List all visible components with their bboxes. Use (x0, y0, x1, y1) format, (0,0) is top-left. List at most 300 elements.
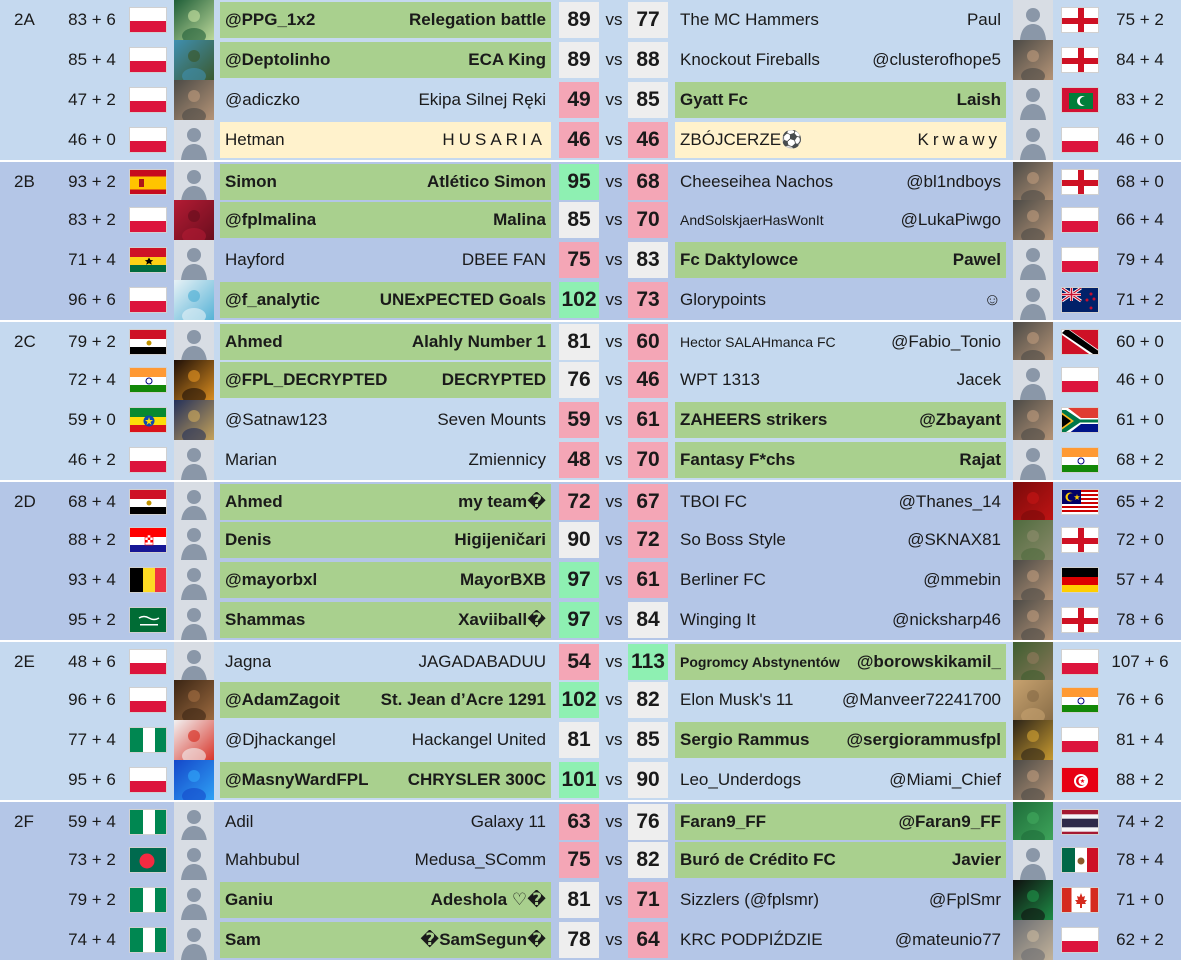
left-manager: Hayford (225, 250, 285, 269)
flag-pl-icon (129, 7, 167, 33)
left-standing: 46 + 0 (68, 130, 116, 149)
left-team: Xaviiball� (458, 610, 546, 629)
left-team: Malina (493, 210, 546, 229)
left-standing: 77 + 4 (68, 730, 116, 749)
left-team: �SamSegun� (420, 930, 546, 949)
left-team-panel[interactable] (220, 762, 551, 798)
left-score: 49 (559, 82, 599, 118)
left-standing: 59 + 0 (68, 410, 116, 429)
fixture-row (0, 320, 1181, 360)
flag-pl-icon (1061, 207, 1099, 233)
right-team: Cheeseihea Nachos (680, 172, 834, 191)
flag-th-icon (1061, 809, 1099, 835)
left-team-panel[interactable] (220, 82, 551, 118)
vs-label: vs (605, 930, 623, 949)
right-manager: @clusterofhope5 (872, 50, 1001, 69)
right-standing: 72 + 0 (1116, 530, 1164, 549)
left-manager: @Djhackangel (225, 730, 336, 749)
left-team: CHRYSLER 300C (407, 770, 546, 789)
right-team: Leo_Underdogs (680, 770, 801, 789)
vs-label: vs (605, 570, 623, 589)
right-manager: @nicksharp46 (892, 610, 1001, 629)
right-standing: 84 + 4 (1116, 50, 1164, 69)
left-standing: 95 + 6 (68, 770, 116, 789)
left-avatar[interactable] (174, 802, 214, 842)
left-avatar[interactable] (174, 840, 214, 880)
left-standing: 95 + 2 (68, 610, 116, 629)
right-team: TBOI FC (680, 492, 748, 511)
right-avatar[interactable] (1013, 642, 1053, 682)
left-manager: @f_analytic (225, 290, 321, 309)
flag-pl-icon (1061, 927, 1099, 953)
left-avatar[interactable] (174, 560, 214, 600)
right-score: 61 (628, 402, 668, 438)
right-team-panel[interactable] (675, 882, 1006, 918)
fixture-row (0, 880, 1181, 920)
right-avatar[interactable] (1013, 240, 1053, 280)
group-label: 2F (14, 812, 34, 831)
left-team: Hackangel United (411, 730, 546, 749)
right-manager: @bl1ndboys (906, 172, 1001, 191)
left-manager: Mahbubul (225, 850, 300, 869)
right-manager: Jacek (956, 370, 1001, 389)
left-team: Galaxy 11 (470, 812, 546, 831)
flag-pl-icon (129, 687, 167, 713)
right-team-panel[interactable] (675, 762, 1006, 798)
left-manager: @Deptolinho (225, 50, 331, 69)
right-team-panel[interactable] (675, 682, 1006, 718)
vs-label: vs (605, 530, 623, 549)
group-label: 2D (14, 492, 36, 511)
right-manager: @Faran9_FF (898, 812, 1001, 831)
right-manager: @mateunio77 (894, 930, 1001, 949)
right-avatar[interactable] (1013, 280, 1053, 320)
left-team-panel[interactable] (220, 202, 551, 238)
left-avatar[interactable] (174, 720, 214, 760)
left-manager: Jagna (225, 652, 272, 671)
vs-label: vs (605, 652, 623, 671)
right-standing: 57 + 4 (1116, 570, 1164, 589)
left-team-panel[interactable] (220, 484, 551, 520)
right-avatar[interactable] (1013, 0, 1053, 40)
right-standing: 75 + 2 (1116, 10, 1164, 29)
left-team-panel[interactable] (220, 242, 551, 278)
right-standing: 78 + 4 (1116, 850, 1164, 869)
right-team: Winging It (680, 610, 756, 629)
right-team: Hector SALAHmanca FC (680, 334, 836, 350)
right-team-panel[interactable] (675, 202, 1006, 238)
right-avatar[interactable] (1013, 880, 1053, 920)
right-team-panel[interactable] (675, 922, 1006, 958)
right-team-panel[interactable] (675, 484, 1006, 520)
right-team-panel[interactable] (675, 722, 1006, 758)
left-team-panel[interactable] (220, 922, 551, 958)
flag-pl-icon (1061, 247, 1099, 273)
flag-pl-icon (129, 127, 167, 153)
left-manager: @FPL_DECRYPTED (225, 370, 388, 389)
left-manager: Adil (225, 812, 254, 831)
right-team-panel[interactable] (675, 42, 1006, 78)
left-standing: 93 + 2 (68, 172, 116, 191)
vs-label: vs (605, 812, 623, 831)
right-team-panel[interactable] (675, 402, 1006, 438)
right-team: AndSolskjaerHasWonIt (680, 212, 824, 228)
left-manager: @adiczko (225, 90, 300, 109)
right-manager: @sergiorammusfpl (846, 730, 1001, 749)
left-manager: Shammas (225, 610, 306, 629)
right-team-panel[interactable] (675, 282, 1006, 318)
group-label: 2E (14, 652, 35, 671)
flag-nz-icon (1061, 287, 1099, 313)
left-manager: @MasnyWardFPL (225, 770, 369, 789)
left-score: 97 (559, 562, 599, 598)
left-team-panel[interactable] (220, 722, 551, 758)
left-score: 78 (559, 922, 599, 958)
right-avatar[interactable] (1013, 80, 1053, 120)
right-avatar[interactable] (1013, 840, 1053, 880)
right-avatar[interactable] (1013, 162, 1053, 202)
left-score: 89 (559, 42, 599, 78)
vs-label: vs (605, 450, 623, 469)
right-avatar[interactable] (1013, 322, 1053, 362)
right-team: ZAHEERS strikers (680, 410, 828, 429)
vs-label: vs (605, 370, 623, 389)
right-team-panel[interactable] (675, 562, 1006, 598)
right-score: 70 (628, 442, 668, 478)
right-team-panel[interactable] (675, 164, 1006, 200)
left-avatar[interactable] (174, 240, 214, 280)
right-score: 46 (628, 362, 668, 398)
left-avatar[interactable] (174, 360, 214, 400)
left-team-panel[interactable] (220, 644, 551, 680)
right-score: 71 (628, 882, 668, 918)
left-team: Zmiennicy (468, 450, 546, 469)
right-avatar[interactable] (1013, 120, 1053, 160)
fixture-row (0, 680, 1181, 720)
left-avatar[interactable] (174, 162, 214, 202)
left-avatar[interactable] (174, 760, 214, 800)
right-avatar[interactable] (1013, 560, 1053, 600)
fixture-row (0, 120, 1181, 160)
vs-label: vs (605, 172, 623, 191)
fixture-row (0, 640, 1181, 680)
left-standing: 85 + 4 (68, 50, 116, 69)
left-standing: 72 + 4 (68, 370, 116, 389)
left-team-panel[interactable] (220, 402, 551, 438)
right-manager: @Zbayant (919, 410, 1001, 429)
right-team: Glorypoints (680, 290, 766, 309)
left-score: 46 (559, 122, 599, 158)
left-manager: Sam (225, 930, 261, 949)
right-avatar[interactable] (1013, 360, 1053, 400)
right-standing: 46 + 0 (1116, 130, 1164, 149)
right-manager: @mmebin (923, 570, 1001, 589)
left-score: 76 (559, 362, 599, 398)
flag-my-icon (1061, 489, 1099, 515)
left-score: 89 (559, 2, 599, 38)
right-team: Elon Musk's 11 (680, 690, 794, 709)
left-team-panel[interactable] (220, 42, 551, 78)
left-manager: @mayorbxl (225, 570, 318, 589)
right-manager: @Fabio_Tonio (891, 332, 1001, 351)
right-avatar[interactable] (1013, 680, 1053, 720)
left-manager: Denis (225, 530, 272, 549)
left-score: 95 (559, 164, 599, 200)
left-team-panel[interactable] (220, 562, 551, 598)
flag-en-icon (1061, 169, 1099, 195)
left-avatar[interactable] (174, 400, 214, 440)
right-avatar[interactable] (1013, 440, 1053, 480)
right-avatar[interactable] (1013, 600, 1053, 640)
right-team-panel[interactable] (675, 362, 1006, 398)
flag-mx-icon (1061, 847, 1099, 873)
right-standing: 62 + 2 (1116, 930, 1164, 949)
flag-pl-icon (129, 287, 167, 313)
left-score: 81 (559, 324, 599, 360)
flag-pl-icon (129, 47, 167, 73)
fixture-row (0, 520, 1181, 560)
left-team: ECA King (468, 50, 546, 69)
right-score: 76 (628, 804, 668, 840)
flag-eg-icon (129, 329, 167, 355)
right-avatar[interactable] (1013, 802, 1053, 842)
vs-label: vs (605, 332, 623, 351)
right-standing: 61 + 0 (1116, 410, 1164, 429)
left-team: my team� (458, 492, 546, 511)
right-score: 67 (628, 484, 668, 520)
fixture-row (0, 920, 1181, 960)
left-score: 72 (559, 484, 599, 520)
right-standing: 46 + 0 (1116, 370, 1164, 389)
right-score: 60 (628, 324, 668, 360)
vs-label: vs (605, 890, 623, 909)
fixture-row (0, 840, 1181, 880)
left-avatar[interactable] (174, 520, 214, 560)
right-team-panel[interactable] (675, 2, 1006, 38)
right-team-panel[interactable] (675, 602, 1006, 638)
right-team-panel[interactable] (675, 804, 1006, 840)
left-team-panel[interactable] (220, 882, 551, 918)
left-avatar[interactable] (174, 200, 214, 240)
flag-es-icon (129, 169, 167, 195)
right-standing: 66 + 4 (1116, 210, 1164, 229)
left-team: HUSARIA (442, 130, 546, 149)
left-manager: Hetman (225, 130, 285, 149)
fixture-row (0, 400, 1181, 440)
fixture-row (0, 80, 1181, 120)
left-team-panel[interactable] (220, 324, 551, 360)
vs-label: vs (605, 730, 623, 749)
left-avatar[interactable] (174, 642, 214, 682)
flag-ng-icon (129, 727, 167, 753)
right-team: Knockout Fireballs (680, 50, 820, 69)
right-team-panel[interactable] (675, 842, 1006, 878)
fixture-row (0, 40, 1181, 80)
left-manager: @fplmalina (225, 210, 317, 229)
left-standing: 73 + 2 (68, 850, 116, 869)
left-score: 54 (559, 644, 599, 680)
right-standing: 65 + 2 (1116, 492, 1164, 511)
left-standing: 47 + 2 (68, 90, 116, 109)
right-manager: Laish (956, 90, 1001, 109)
left-team-panel[interactable] (220, 122, 551, 158)
left-team: DECRYPTED (441, 370, 546, 389)
fixture-row (0, 760, 1181, 800)
right-manager: @Miami_Chief (889, 770, 1001, 789)
right-team: Fantasy F*chs (680, 450, 796, 469)
left-team: Alahly Number 1 (411, 332, 546, 351)
left-avatar[interactable] (174, 120, 214, 160)
left-team-panel[interactable] (220, 164, 551, 200)
right-score: 82 (628, 682, 668, 718)
right-standing: 68 + 0 (1116, 172, 1164, 191)
right-manager: @LukaPiwgo (900, 210, 1001, 229)
right-avatar[interactable] (1013, 520, 1053, 560)
right-team: Buró de Crédito FC (680, 850, 836, 869)
left-avatar[interactable] (174, 482, 214, 522)
fixture-row (0, 440, 1181, 480)
right-manager: Rajat (959, 450, 1001, 469)
right-team-panel[interactable] (675, 644, 1006, 680)
right-team: Faran9_FF (680, 812, 766, 831)
left-avatar[interactable] (174, 600, 214, 640)
flag-gh-icon (129, 247, 167, 273)
right-avatar[interactable] (1013, 40, 1053, 80)
left-score: 81 (559, 722, 599, 758)
vs-label: vs (605, 410, 623, 429)
fixture-row (0, 160, 1181, 200)
left-avatar[interactable] (174, 80, 214, 120)
vs-label: vs (605, 210, 623, 229)
left-standing: 88 + 2 (68, 530, 116, 549)
left-team-panel[interactable] (220, 282, 551, 318)
group-label: 2C (14, 332, 36, 351)
left-avatar[interactable] (174, 40, 214, 80)
right-team-panel[interactable] (675, 122, 1006, 158)
flag-de-icon (1061, 567, 1099, 593)
right-team-panel[interactable] (675, 324, 1006, 360)
right-manager: Paul (966, 10, 1001, 29)
right-team: Pogromcy Abstynentów (680, 654, 840, 670)
vs-label: vs (605, 850, 623, 869)
right-score: 72 (628, 522, 668, 558)
left-score: 90 (559, 522, 599, 558)
right-team-panel[interactable] (675, 522, 1006, 558)
vs-label: vs (605, 770, 623, 789)
left-avatar[interactable] (174, 440, 214, 480)
left-manager: Marian (225, 450, 277, 469)
right-standing: 71 + 2 (1116, 290, 1164, 309)
left-avatar[interactable] (174, 920, 214, 960)
fixture-row (0, 600, 1181, 640)
vs-label: vs (605, 10, 623, 29)
left-team: Higijeničari (454, 530, 546, 549)
right-standing: 76 + 6 (1116, 690, 1164, 709)
fixture-row (0, 280, 1181, 320)
right-team-panel[interactable] (675, 242, 1006, 278)
flag-pl-icon (1061, 367, 1099, 393)
flag-in-icon (1061, 447, 1099, 473)
right-manager: @borowskikamil_ (856, 652, 1001, 671)
vs-label: vs (605, 492, 623, 511)
left-manager: @AdamZagoit (225, 690, 340, 709)
vs-label: vs (605, 50, 623, 69)
right-standing: 81 + 4 (1116, 730, 1164, 749)
left-team: St. Jean d’Acre 1291 (380, 690, 546, 709)
right-avatar[interactable] (1013, 720, 1053, 760)
right-team-panel[interactable] (675, 442, 1006, 478)
fixture-row (0, 720, 1181, 760)
left-avatar[interactable] (174, 0, 214, 40)
right-score: 46 (628, 122, 668, 158)
left-team: MayorBXB (460, 570, 546, 589)
left-score: 97 (559, 602, 599, 638)
right-avatar[interactable] (1013, 200, 1053, 240)
right-standing: 83 + 2 (1116, 90, 1164, 109)
right-standing: 88 + 2 (1116, 770, 1164, 789)
right-standing: 78 + 6 (1116, 610, 1164, 629)
left-avatar[interactable] (174, 322, 214, 362)
left-team-panel[interactable] (220, 362, 551, 398)
left-team-panel[interactable] (220, 842, 551, 878)
left-team-panel[interactable] (220, 804, 551, 840)
right-team: So Boss Style (680, 530, 786, 549)
left-manager: @Satnaw123 (225, 410, 328, 429)
right-avatar[interactable] (1013, 760, 1053, 800)
flag-hr-icon (129, 527, 167, 553)
right-avatar[interactable] (1013, 920, 1053, 960)
flag-ng-icon (129, 809, 167, 835)
left-team-panel[interactable] (220, 442, 551, 478)
left-standing: 48 + 6 (68, 652, 116, 671)
left-team: JAGADABADUU (418, 652, 546, 671)
left-team: Atlético Simon (426, 172, 546, 191)
right-score: 73 (628, 282, 668, 318)
right-team: WPT 1313 (680, 370, 761, 389)
flag-en-icon (1061, 527, 1099, 553)
right-standing: 68 + 2 (1116, 450, 1164, 469)
right-manager: Krwawy (917, 130, 1001, 149)
left-team-panel[interactable] (220, 602, 551, 638)
fixture-row (0, 200, 1181, 240)
left-score: 75 (559, 842, 599, 878)
left-avatar[interactable] (174, 280, 214, 320)
right-avatar[interactable] (1013, 400, 1053, 440)
right-score: 77 (628, 2, 668, 38)
flag-ng-icon (129, 927, 167, 953)
right-standing: 79 + 4 (1116, 250, 1164, 269)
left-standing: 74 + 4 (68, 930, 116, 949)
left-team-panel[interactable] (220, 522, 551, 558)
flag-sa-icon (129, 607, 167, 633)
left-team-panel[interactable] (220, 682, 551, 718)
left-score: 59 (559, 402, 599, 438)
flag-eg-icon (129, 489, 167, 515)
right-standing: 74 + 2 (1116, 812, 1164, 831)
right-team: Berliner FC (680, 570, 766, 589)
right-avatar[interactable] (1013, 482, 1053, 522)
left-avatar[interactable] (174, 680, 214, 720)
left-team: Ekipa Silnej Ręki (418, 90, 546, 109)
right-team: Sizzlers (@fplsmr) (680, 890, 820, 909)
flag-tt-icon (1061, 329, 1099, 355)
right-team-panel[interactable] (675, 82, 1006, 118)
left-team-panel[interactable] (220, 2, 551, 38)
left-score: 85 (559, 202, 599, 238)
left-avatar[interactable] (174, 880, 214, 920)
left-standing: 79 + 2 (68, 332, 116, 351)
flag-bd-icon (129, 847, 167, 873)
